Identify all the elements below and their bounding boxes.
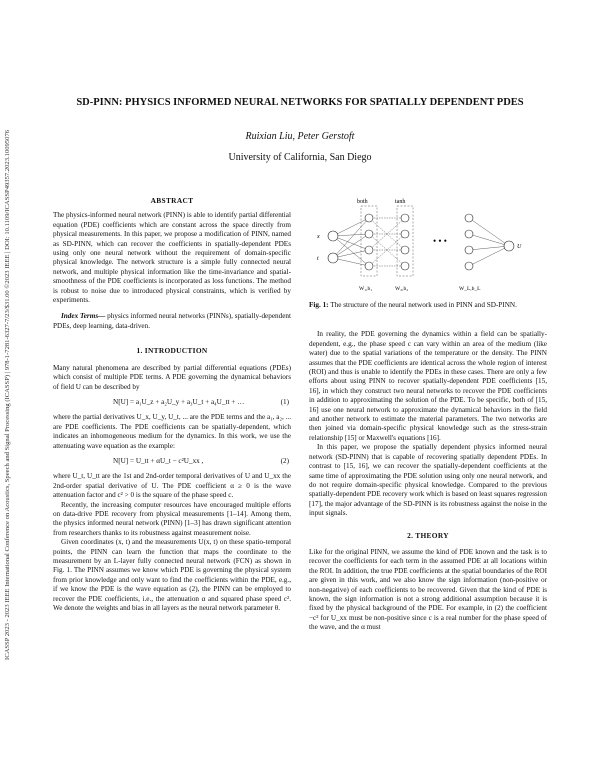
paper-title: SD-PINN: PHYSICS INFORMED NEURAL NETWORKS FOR SPATIALLY DEPENDENT PDES [76,97,524,108]
intro-paragraph: Given coordinates (x, t) and the measurements U(x, t) on these spatio-temporal points, the PINN can learn the function that maps the coordinate to the measurement by an L-layer fully connected neural network (FCN) as shown in Fig. 1. The PINN assumes we know which PDE is governing the physical system from prior knowledge and only want to find the coefficients within the PDE, e.g., if we know the PDE is the wave equation as (2), the PINN can be employed to recover the PDE coefficients, i.e., the attenuation α and squared phase speed c². We denote the weights and bias in all layers as the neural network parameter θ. [53,538,291,613]
intro-heading: 1. INTRODUCTION [136,346,208,356]
input-label: x [317,234,320,240]
figure-caption: Fig. 1: The structure of the neural network used in PINN and SD-PINN. [309,301,517,309]
intro-paragraph: where the partial derivatives U_x, U_y, U_t, ... are the PDE terms and the a₁, a₂, ... are PDE coefficients. The PDE coefficients can be spatially-dependent, which indicates an inhomogeneous medium for the dynamics. In this work, we use the attenuating wave equation as the example: [53,413,291,450]
abstract-text: The physics-informed neural network (PINN) is able to identify partial differential equation (PDE) coefficients which are constant across the space directly from physical measurements. In this paper, we propose a modification of PINN, named as SD-PINN, which can recover the coefficients in spatially-dependent PDEs using only one neural network without the requirement of domain-specific physical knowledge. The network structure is a simple fully connected neural network, and multiple physical information like the time-invariance and spatial-smoothness of the PDE coefficients is incorporated as loss functions. The method is robust to noise due to introduced physical constraints, which is verified by experiments. [53,211,291,305]
weight-label: W₁,b₁ [359,286,373,292]
right-column [309,196,547,633]
equation-2: N[U] = U_tt + αU_t − c²U_xx , (2) [113,456,289,465]
input-node-x [328,231,338,241]
output-node [504,241,514,251]
theory-heading: 2. THEORY [407,530,449,540]
network-diagram [309,196,547,301]
body-paragraph: Like for the original PINN, we assume the kind of PDE known and the task is to recover the coefficients for each term in the assumed PDE at all locations within the ROI. In addition, the true PDE coefficients at the spatial boundaries of the ROI are given in this work, and we also know the sign information (non-positive or non-negative) of each coefficients to be recovered. Given that the kind of PDE is known, the sign information is not a strong additional assumption because it is fixed by the physical background of the PDE. For example, in (2) the coefficient −c² for U_xx must be non-positive since c is a real number for the phase speed of the wave, and the α must [309,547,547,632]
weight-label: W_L,b_L [459,286,481,292]
svg-text:• • •: • • • [433,236,447,246]
input-node-t [328,253,338,263]
body-paragraph: In this paper, we propose the spatially dependent physics informed neural network (SD-PINN) that is capable of recovering spatially dependent PDEs. In contrast to [15, 16], we can recover the spatially-dependent coefficients at the same time of approximating the PDE solution using only one neural network, and do not require domain-specific physical knowledge. Compared to the previous spatially-dependent PDE recovery work which is based on least squares regression [17], the major advantage of the SD-PINN is its robustness against the noise in the input signals. [309,443,547,518]
affiliation: University of California, San Diego [228,152,372,163]
left-column [53,196,291,613]
intro-paragraph: where U_t, U_tt are the 1st and 2nd-order temporal derivatives of U and U_xx the 2nd-order spatial derivative of U. The PDE coefficient α ≥ 0 is the wave attenuation factor and c² > 0 is the square of the phase speed c. [53,472,291,500]
body-paragraph: In reality, the PDE governing the dynamics within a field can be spatially-dependent, e.g., the phase speed c can vary within an area of the medium (like water) due to the spatial variations of the temperature or the density. The PINN assumes that the PDE coefficients are identical across the whole region of interest (ROI) and thus is unable to identify the PDEs in these cases. There are only a few efforts about using PINN to recover spatially-dependent PDE coefficients [15, 16], in which they construct two neural networks to recover the PDE coefficients in addition to approximating the solution of the PDE. To be specific, both of [15, 16] use one neural network to approximate the dynamical behaviors in the field and another network to estimate the material parameters. The two networks are then joined via domain-specific physical knowledge such as the stress-strain relationship [15] or Maxwell's equations [16]. [309,330,547,442]
input-label: t [317,256,319,262]
output-label: U [517,244,522,250]
side-citation: ICASSP 2023 - 2023 IEEE International Conference on Acoustics, Speech and Signal Processing (ICASSP) | 978-1-7281-6327-7/23/$31.00 ©2023 IEEE | DOI: 10.1109/ICASSP49357.2023.10095076 [4,129,11,660]
authors: Ruixian Liu, Peter Gerstoft [245,131,355,142]
index-terms: Index Terms— physics informed neural networks (PINNs), spatially-dependent PDEs, deep learning, data-driven. [53,312,292,330]
equation-1: N[U] = a₁U_z + a₂U_y + a₃U_t + a₄U_tt + … (1) [113,397,289,406]
figure-1 [309,196,547,301]
activation-label: tanh [395,199,406,205]
intro-paragraph: Many natural phenomena are described by partial differential equations (PDEs) which consist of multiple PDE terms. A PDE governing the dynamical behaviors of field U can be described by [53,363,291,391]
weight-label: W₂,b₂ [395,286,409,292]
intro-paragraph: Recently, the increasing computer resources have encouraged multiple efforts on data-drive PDE recovery from physical measurements [1–14]. Among them, the physics informed neural network (PINN) [1–3] has drawn significant attention from researchers thanks to its robustness against measurement noise. [53,500,291,537]
abstract-heading: ABSTRACT [150,196,194,205]
activation-label: both [357,199,368,205]
